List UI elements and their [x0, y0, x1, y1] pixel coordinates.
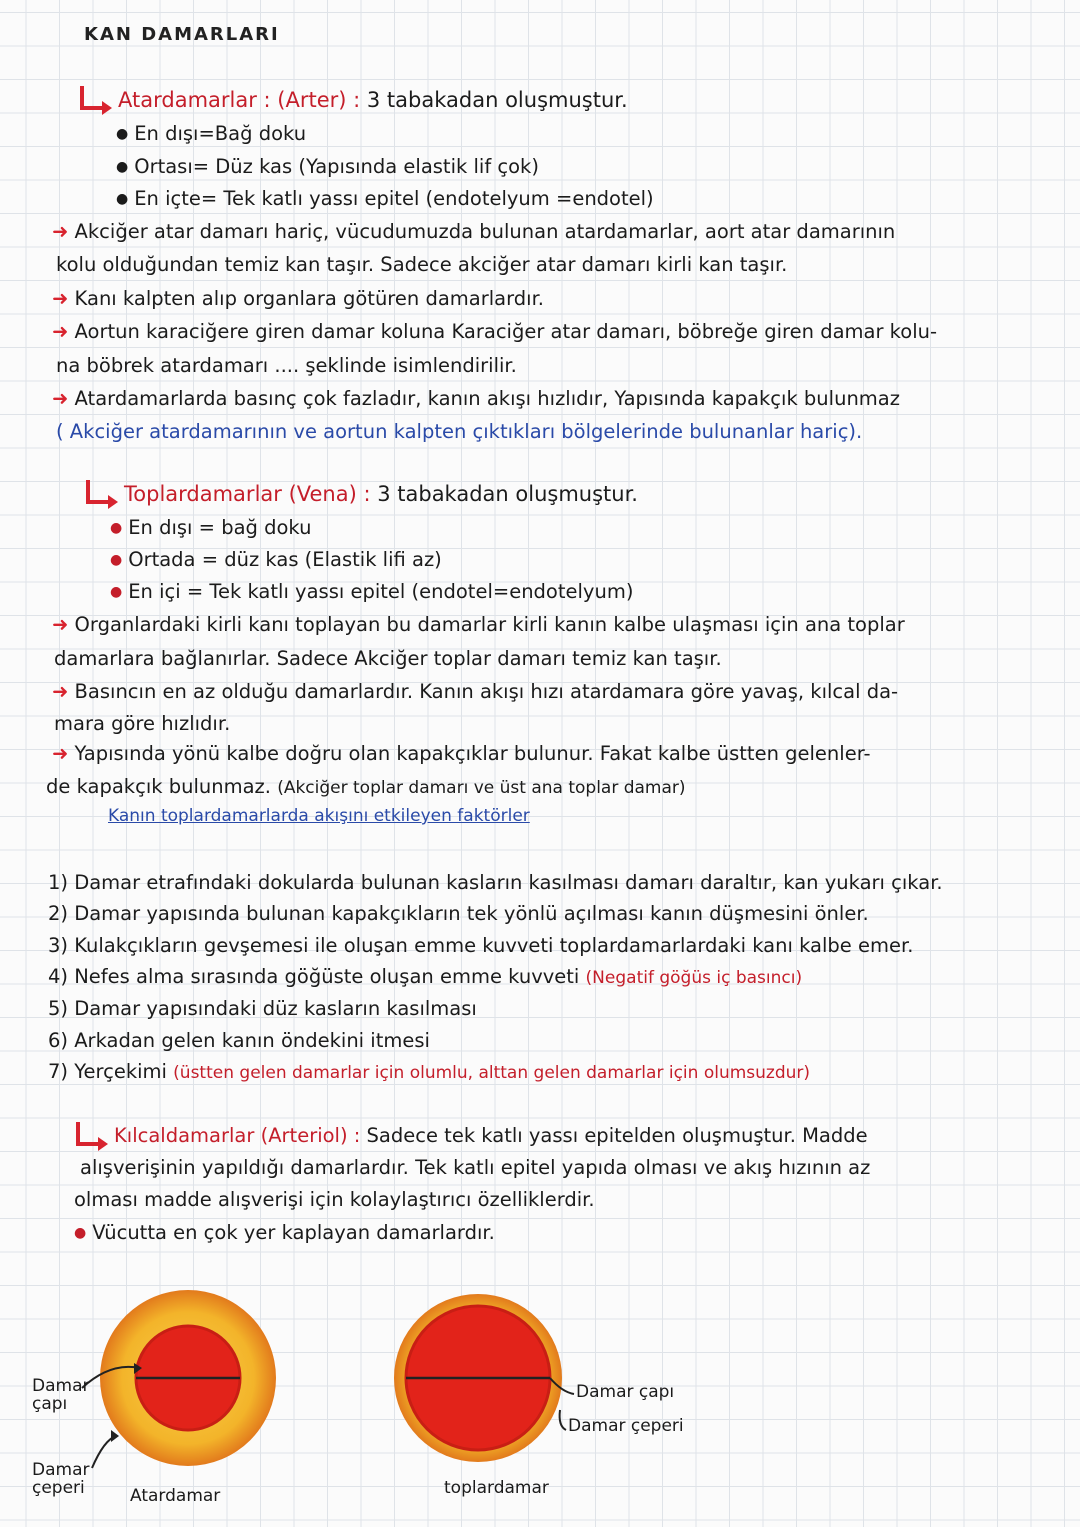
factor-item-5: 5) Damar yapısındaki düz kasların kasılması	[48, 997, 477, 1020]
arrow-right-icon: ➜	[52, 220, 69, 243]
arteries-paragraph-2: ➜ Kanı kalpten alıp organlara götüren damarlardır.	[52, 287, 545, 310]
factor-item-2: 2) Damar yapısında bulunan kapakçıkların tek yönlü açılması kanın düşmesini önler.	[48, 902, 869, 925]
bullet-dot-icon: ●	[116, 191, 129, 207]
arrow-right-icon: ➜	[52, 680, 69, 703]
arteries-heading-rest: 3 tabakadan oluşmuştur.	[360, 88, 628, 112]
capillaries-bullet: ● Vücutta en çok yer kaplayan damarlardır.	[74, 1221, 495, 1244]
arrow-right-icon: ➜	[52, 613, 69, 636]
arteries-bullet-1: ● En dışı=Bağ doku	[116, 122, 307, 145]
arteries-bullet-2: ● Ortası= Düz kas (Yapısında elastik lif çok)	[116, 155, 539, 178]
page-title: KAN DAMARLARI	[84, 24, 280, 45]
vein-cross-section	[394, 1294, 562, 1462]
arteries-heading	[118, 90, 628, 111]
veins-heading	[124, 484, 638, 505]
hook-arrow-icon	[72, 1120, 112, 1150]
bullet-dot-icon: ●	[116, 159, 129, 175]
veins-paragraph-2-line-1: ➜ Basıncın en az olduğu damarlardır. Kanın akışı hızı atardamara göre yavaş, kılcal da-	[52, 680, 899, 703]
arteries-paragraph-4-line-2: ( Akciğer atardamarının ve aortun kalpten çıktıkları bölgelerinde bulunanlar hariç).	[56, 420, 863, 443]
arteries-paragraph-1-line-2: kolu olduğundan temiz kan taşır. Sadece akciğer atar damarı kirli kan taşır.	[56, 253, 788, 276]
artery-caption: Atardamar	[130, 1486, 221, 1506]
bullet-dot-icon: ●	[110, 584, 123, 600]
right-label-wall: Damar çeperi	[568, 1416, 684, 1436]
factor-item-4: 4) Nefes alma sırasında göğüste oluşan emme kuvveti (Negatif göğüs iç basıncı)	[48, 965, 803, 988]
capillaries-line-2: alışverişinin yapıldığı damarlardır. Tek katlı epitel yapıda olması ve akış hızının az	[80, 1156, 871, 1179]
veins-paragraph-1-line-1: ➜ Organlardaki kirli kanı toplayan bu damarlar kirli kanın kalbe ulaşması için ana toplar	[52, 613, 905, 636]
arteries-heading-label: Atardamarlar : (Arter) :	[118, 88, 361, 112]
arteries-paragraph-3-line-2: na böbrek atardamarı .... şeklinde isimlendirilir.	[56, 354, 517, 377]
factor-item-3: 3) Kulakçıkların gevşemesi ile oluşan emme kuvveti toplardamarlardaki kanı kalbe emer.	[48, 934, 914, 957]
arteries-bullet-3: ● En içte= Tek katlı yassı epitel (endotelyum =endotel)	[116, 187, 654, 210]
vein-caption: toplardamar	[444, 1478, 549, 1498]
capillaries-line-3: olması madde alışverişi için kolaylaştırıcı özelliklerdir.	[74, 1188, 595, 1211]
arrow-right-icon: ➜	[52, 287, 69, 310]
arrow-head-icon	[111, 1430, 119, 1442]
capillaries-line-1: Kılcaldamarlar (Arteriol) : Sadece tek katlı yassı epitelden oluşmuştur. Madde	[114, 1124, 868, 1147]
veins-heading-rest: 3 tabakadan oluşmuştur.	[370, 482, 638, 506]
bullet-dot-icon: ●	[110, 552, 123, 568]
arrow-right-icon: ➜	[52, 742, 69, 765]
veins-heading-label: Toplardamarlar (Vena) :	[124, 482, 371, 506]
arrow-right-icon: ➜	[52, 320, 69, 343]
pointer-line	[560, 1410, 566, 1430]
bullet-dot-icon: ●	[110, 520, 123, 536]
arteries-paragraph-4-line-1: ➜ Atardamarlarda basınç çok fazladır, kanın akışı hızlıdır, Yapısında kapakçık bulunmaz	[52, 387, 900, 410]
veins-paragraph-2-line-2: mara göre hızlıdır.	[54, 712, 231, 735]
right-label-diameter: Damar çapı	[576, 1382, 675, 1402]
veins-bullet-1: ● En dışı = bağ doku	[110, 516, 312, 539]
veins-paragraph-3-line-1: ➜ Yapısında yönü kalbe doğru olan kapakçıklar bulunur. Fakat kalbe üstten gelenler-	[52, 742, 871, 765]
artery-cross-section	[100, 1290, 276, 1466]
veins-bullet-2: ● Ortada = düz kas (Elastik lifi az)	[110, 548, 442, 571]
veins-paragraph-1-line-2: damarlara bağlanırlar. Sadece Akciğer toplar damarı temiz kan taşır.	[54, 647, 722, 670]
capillaries-heading-label: Kılcaldamarlar (Arteriol) :	[114, 1124, 361, 1147]
hook-arrow-icon	[76, 84, 116, 114]
bullet-dot-icon: ●	[116, 126, 129, 142]
hook-arrow-icon	[82, 478, 122, 508]
veins-paragraph-3-line-2: de kapakçık bulunmaz. (Akciğer toplar damarı ve üst ana toplar damar)	[46, 775, 686, 798]
arrow-right-icon: ➜	[52, 387, 69, 410]
left-label-wall: Damar çeperi	[32, 1460, 90, 1498]
bullet-dot-icon: ●	[74, 1225, 87, 1241]
factors-title: Kanın toplardamarlarda akışını etkileyen faktörler	[108, 806, 530, 826]
factor-item-6: 6) Arkadan gelen kanın öndekini itmesi	[48, 1029, 430, 1052]
veins-bullet-3: ● En içi = Tek katlı yassı epitel (endotel=endotelyum)	[110, 580, 634, 603]
factor-item-1: 1) Damar etrafındaki dokularda bulunan kasların kasılması damarı daraltır, kan yukarı çıkar.	[48, 871, 943, 894]
left-label-diameter: Damar çapı	[32, 1376, 90, 1414]
arteries-paragraph-3-line-1: ➜ Aortun karaciğere giren damar koluna Karaciğer atar damarı, böbreğe giren damar kolu-	[52, 320, 938, 343]
arteries-paragraph-1-line-1: ➜ Akciğer atar damarı hariç, vücudumuzda bulunan atardamarlar, aort atar damarının	[52, 220, 896, 243]
factor-item-7: 7) Yerçekimi (üstten gelen damarlar için olumlu, alttan gelen damarlar için olumsuzdur)	[48, 1060, 811, 1083]
